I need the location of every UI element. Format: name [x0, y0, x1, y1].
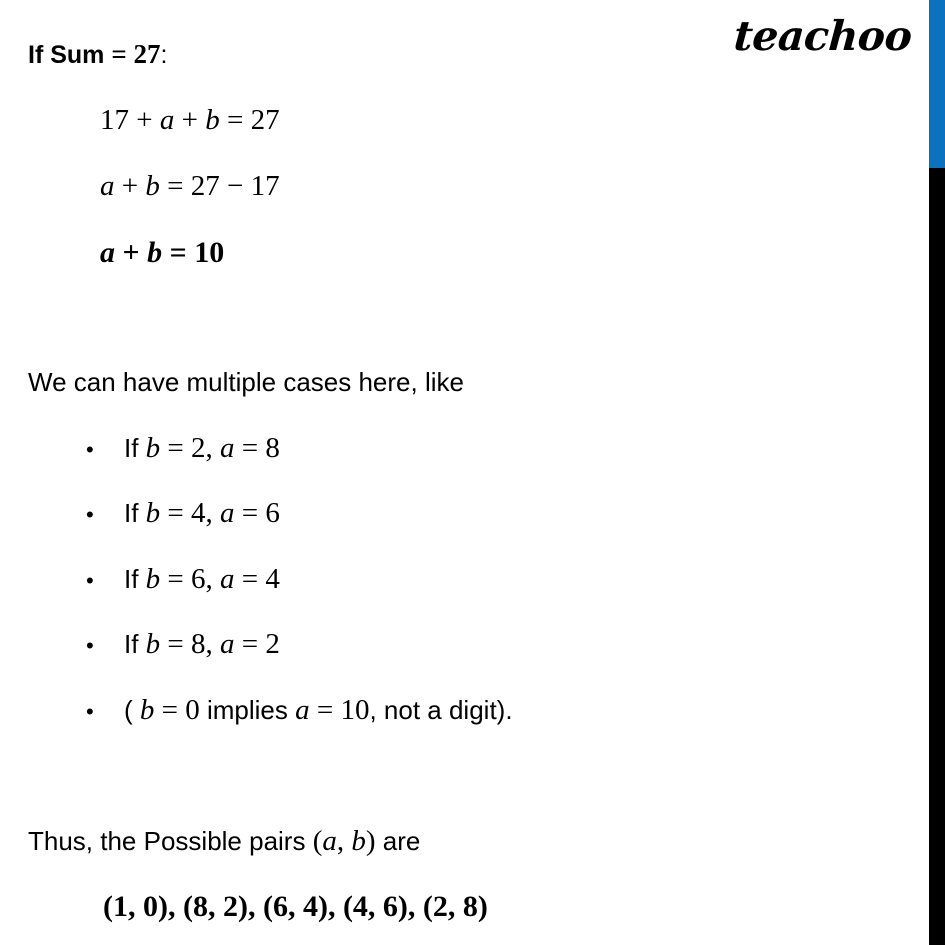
eq3-rhs: 10: [194, 236, 225, 269]
eq2-rhs: 27 − 17: [190, 170, 280, 202]
list-item: [86, 630, 280, 659]
case-separator: [213, 564, 220, 594]
case-text: [124, 433, 280, 463]
case-equals-1: =: [160, 497, 192, 529]
case-prefix: If: [124, 433, 146, 463]
eq2-plus: +: [114, 170, 146, 202]
case-value-1: 6,: [191, 563, 213, 595]
heading-label: If Sum: [28, 41, 112, 69]
list-item: [86, 565, 280, 594]
eq3-var-a: a: [100, 236, 115, 269]
eq2-equals: =: [159, 170, 191, 202]
case-var-2: a: [220, 497, 235, 529]
list-item: [86, 696, 513, 725]
case-separator: [213, 498, 220, 528]
pair-open-paren: (: [312, 825, 323, 857]
eq1-var-a: a: [159, 104, 175, 136]
case-separator: implies: [199, 695, 296, 725]
case-equals-1: =: [160, 563, 192, 595]
case-var-1: b: [145, 628, 161, 660]
case-var-2: a: [295, 694, 310, 726]
conclusion-prefix: Thus, the Possible pairs: [28, 826, 313, 856]
case-var-1: b: [145, 432, 161, 464]
list-item: [86, 434, 280, 463]
case-prefix: If: [124, 498, 146, 528]
eq2-var-a: a: [100, 170, 115, 202]
case-value-2: 10: [340, 694, 370, 726]
answer-pairs: (1, 0), (8, 2), (6, 4), (4, 6), (2, 8): [103, 890, 488, 923]
eq1-var-b: b: [205, 104, 220, 136]
list-item: [86, 499, 280, 528]
eq1-equals: =: [219, 104, 251, 136]
pair-var-a: a: [322, 825, 337, 857]
case-suffix: , not a digit).: [369, 695, 513, 725]
eq1-lhs-number: 17: [100, 104, 129, 136]
case-var-1: b: [145, 563, 161, 595]
eq1-rhs: 27: [250, 104, 280, 136]
case-text: [124, 629, 280, 659]
case-equals-2: =: [234, 628, 266, 660]
bullet-icon: •: [86, 699, 94, 724]
case-separator: [213, 629, 220, 659]
heading-colon: :: [160, 41, 168, 69]
case-value-2: 6: [265, 497, 280, 529]
heading-equation: = 27: [111, 39, 161, 69]
pair-var-b: b: [351, 825, 366, 857]
eq3-equals: =: [162, 236, 195, 269]
eq1-plus-1: +: [129, 104, 160, 136]
pair-close-paren: ): [365, 825, 376, 857]
pair-comma: ,: [336, 825, 352, 857]
case-value-2: 8: [265, 432, 280, 464]
case-separator: [213, 433, 220, 463]
case-var-2: a: [220, 563, 235, 595]
case-var-1: b: [145, 497, 161, 529]
case-equals-2: =: [234, 497, 266, 529]
case-equals-1: =: [160, 628, 192, 660]
case-prefix: If: [124, 629, 146, 659]
case-equals-1: =: [160, 432, 192, 464]
case-value-1: 2,: [191, 432, 213, 464]
conclusion-text: [28, 827, 420, 856]
case-text: [124, 498, 280, 528]
eq3-var-b: b: [147, 236, 163, 269]
case-equals-2: =: [309, 694, 341, 726]
case-prefix: (: [124, 695, 140, 725]
case-equals-2: =: [234, 563, 266, 595]
conclusion-suffix: are: [375, 826, 421, 856]
case-text: [124, 564, 280, 594]
eq1-plus-2: +: [174, 104, 206, 136]
case-equals-2: =: [234, 432, 266, 464]
eq3-plus: +: [115, 236, 148, 269]
bullet-icon: •: [86, 568, 94, 593]
eq2-var-b: b: [145, 170, 160, 202]
case-text: [124, 695, 513, 725]
case-value-1: 4,: [191, 497, 213, 529]
teachoo-logo: teachoo: [732, 12, 914, 60]
bullet-icon: •: [86, 633, 94, 658]
case-value-1: 0: [185, 694, 200, 726]
case-var-2: a: [220, 628, 235, 660]
case-var-2: a: [220, 432, 235, 464]
bullet-icon: •: [86, 502, 94, 527]
case-var-1: b: [139, 694, 155, 726]
case-value-1: 8,: [191, 628, 213, 660]
case-value-2: 4: [265, 563, 280, 595]
intro-text: We can have multiple cases here, like: [28, 367, 464, 397]
bullet-icon: •: [86, 437, 94, 462]
case-equals-1: =: [154, 694, 186, 726]
case-prefix: If: [124, 564, 146, 594]
case-value-2: 2: [265, 628, 280, 660]
